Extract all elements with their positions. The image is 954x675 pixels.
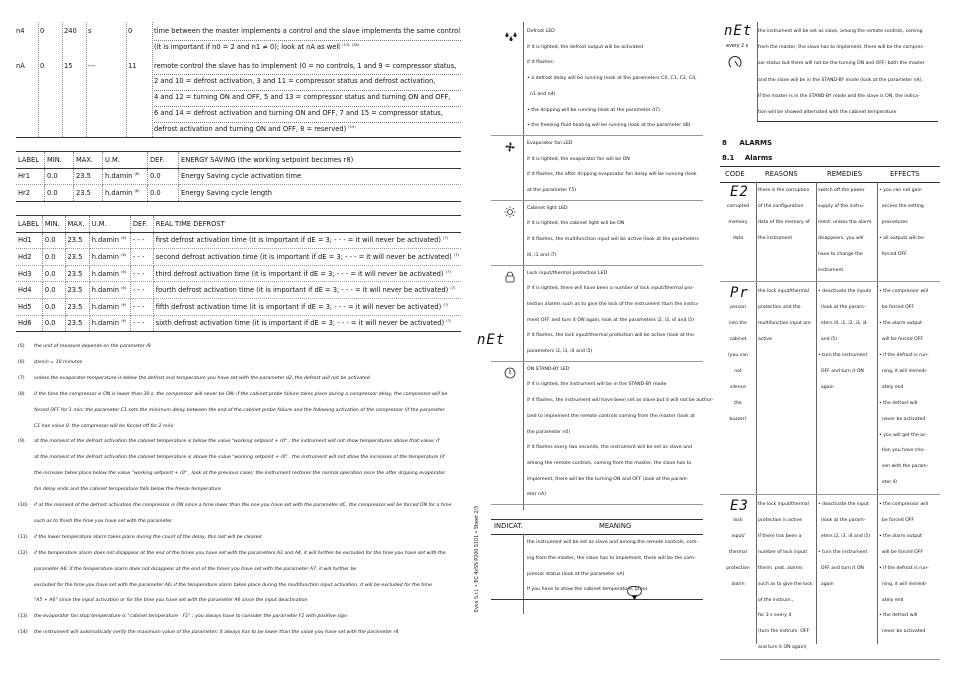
table-cell: 0.0 bbox=[42, 315, 65, 332]
light-bulb-icon bbox=[504, 203, 516, 222]
led-description-line: if it flashes, the after dripping evaporator fan delay will be running (look bbox=[527, 172, 697, 178]
remedies-header: REMEDIES bbox=[827, 170, 863, 178]
alarm-reasons-line: the lock input/thermal bbox=[758, 289, 810, 295]
alarm-remedies-line: have to change the bbox=[818, 251, 863, 257]
table-cell: 23.5 bbox=[65, 249, 89, 266]
table-cell: 0.0 bbox=[42, 232, 65, 249]
column-header: LABEL bbox=[16, 216, 42, 233]
indicat-header: INDICAT. bbox=[494, 522, 523, 530]
alarm-reasons-line: multifunction input are bbox=[758, 321, 811, 327]
footnote-text: such as to finish the time you have set with the parameter bbox=[34, 518, 173, 524]
column-header: REAL TIME DEFROST bbox=[153, 216, 461, 233]
alarm-effects-line: • if the defrost is run- bbox=[879, 353, 929, 358]
table-cell: - - - bbox=[130, 282, 153, 299]
column-header: MIN. bbox=[45, 152, 74, 169]
footnote-line bbox=[18, 519, 172, 524]
table-cell: - - - bbox=[130, 249, 153, 266]
footnote-number: (10) bbox=[18, 503, 28, 508]
table-cell: h.damin $^{(6)}$ bbox=[89, 249, 130, 266]
alarm-code-display: E3 bbox=[730, 498, 749, 515]
led-description-line: if it is lighted, the cabinet light will be ON bbox=[527, 221, 625, 227]
alarm-effects-line: ately end bbox=[879, 384, 904, 390]
table-cell: 0.0 bbox=[42, 265, 65, 282]
footnote-text: forced OFF for 1 min; the parameter C1 sets the minimum delay between the end of the cabinet probe failure and the following activation of the compressor (if the parameter bbox=[34, 407, 445, 413]
param-description-line: defrost activation and turning ON and OFF, 8 = reserved) $^{(19)}$ bbox=[154, 124, 356, 133]
column-header: LABEL bbox=[16, 152, 45, 169]
column-header: U.M. bbox=[103, 152, 148, 169]
alarm-remedies-line: again bbox=[818, 581, 834, 587]
led-description-line: Evaporator fan LED bbox=[527, 140, 573, 146]
footnote-text: if the time the compressor is ON is lower than 30 s, the compressor will never be ON; if the cabinet probe failure takes place during a compressor delay, the compressor will be bbox=[34, 391, 448, 397]
alarm-effects-line: ning, it will immedi- bbox=[879, 368, 928, 374]
led-description-line: if it is lighted, there will have been a number of lock input/thermal pro- bbox=[527, 286, 694, 292]
alarm-effects-line: will be forced OFF bbox=[879, 337, 924, 343]
table-cell: 23.5 bbox=[65, 315, 89, 332]
alarm-effects-line: never be activated bbox=[879, 629, 926, 635]
alarm-code-display: E2 bbox=[730, 184, 749, 200]
footnote-line bbox=[18, 392, 447, 397]
alarm-reasons-line: protection is active bbox=[758, 518, 803, 523]
param-max: 15 bbox=[64, 61, 73, 70]
alarm-code-caption: protection bbox=[726, 565, 750, 571]
footnote-text: fan delay ends and the cabinet temperature falls below the freeze temperature bbox=[34, 487, 221, 493]
table-cell: 0.0 bbox=[148, 185, 179, 202]
alarm-effects-line: • if the defrost is run- bbox=[879, 565, 929, 571]
footnote-line bbox=[18, 567, 356, 572]
alarm-code-caption: person bbox=[730, 305, 746, 311]
net-description-line: If the master is in the STAND-BY mode and the slave is ON, the indica- bbox=[758, 93, 920, 99]
footnote-text: the unit of measure depends on the parameter /8 bbox=[34, 344, 151, 349]
reasons-header: REASONS bbox=[765, 170, 798, 178]
table-cell: Hr1 bbox=[16, 168, 45, 185]
column-header: ENERGY SAVING (the working setpoint becomes r8) bbox=[179, 152, 462, 169]
alarm-remedies-line: and i5) bbox=[818, 337, 838, 343]
footnote-text: at the moment of the defrost activation the cabinet temperature is above the value "working setpoint + r0" , the instrument will not show the increases of the temperature (if bbox=[34, 455, 445, 461]
alarm-remedies-line: switch off the power bbox=[818, 188, 865, 193]
alarm-reasons-line: active bbox=[758, 337, 772, 343]
alarm-remedies-line: eters i2, i3, i4 and i5) bbox=[818, 533, 871, 539]
led-description-line: Cabinet light LED bbox=[527, 205, 568, 211]
alarm-effects-line: eter i0 bbox=[879, 480, 897, 486]
led-description-line: the parameter n0) bbox=[527, 429, 571, 435]
alarm-remedies-line: instrument bbox=[818, 267, 844, 273]
alarm-effects-line: tion you have cho- bbox=[879, 448, 925, 454]
param-description-line: time between the master implements a control and the slave implements the same control bbox=[154, 27, 461, 35]
alarm-code-caption: not bbox=[734, 369, 742, 374]
net-description-line: tion will be showed alternated with the cabinet temperature bbox=[758, 110, 897, 115]
net-description-line: the instrument will be set as slave, among the remote controls, coming bbox=[758, 29, 923, 34]
footnote-line bbox=[18, 424, 174, 429]
alarm-reasons-line: for 3 s every 4 bbox=[758, 613, 792, 619]
alarm-reasons-line: (turn the instrum. OFF bbox=[758, 629, 810, 635]
footnote-line bbox=[18, 535, 261, 540]
table-cell: sixth defrost activation time (it is important if dE = 3; - - - = it will never be activated) $^{(7)}$ bbox=[153, 315, 461, 332]
every-2s-label: every 2 s bbox=[726, 44, 749, 49]
param-def: 11 bbox=[128, 61, 137, 70]
alarms-section-number: 8 bbox=[722, 139, 727, 147]
footnote-line bbox=[18, 614, 347, 619]
alarms-subsection-title: Alarms bbox=[744, 154, 773, 162]
table-row bbox=[16, 315, 461, 332]
table-cell: 0.0 bbox=[42, 282, 65, 299]
table-cell: - - - bbox=[130, 298, 153, 315]
table-cell: fourth defrost activation time (it is important if dE = 3; - - - = it will never be activated) $^{(7)}$ bbox=[153, 282, 461, 299]
param-description-line: 4 and 12 = turning ON and OFF, 5 and 13 = compressor status and turning ON and OFF, bbox=[154, 93, 451, 102]
alarms-subsection-number: 8.1 bbox=[722, 154, 735, 162]
table-cell: 23.5 bbox=[65, 298, 89, 315]
footnote-number: (7) bbox=[18, 375, 25, 381]
alarm-code-caption: corrupted bbox=[726, 204, 750, 209]
alarm-effects-line: be forced OFF bbox=[879, 305, 914, 311]
footnote-line bbox=[18, 503, 452, 508]
table-cell: Hd5 bbox=[16, 298, 42, 315]
alarm-effects-line: • you can not gain bbox=[879, 188, 922, 193]
led-description-line: if it is lighted, the defrost output will be activated bbox=[527, 44, 644, 50]
indicat-meaning-line: ing from the master, the slave has to implement, there will be the com- bbox=[527, 555, 696, 561]
column-header: DEF. bbox=[130, 216, 153, 233]
standby-icon bbox=[504, 364, 516, 383]
table-cell: h.damin $^{(6)}$ bbox=[89, 315, 130, 332]
indicat-meaning-line: pressor status (look at the parameter nA) bbox=[527, 571, 625, 577]
table-cell: Hd1 bbox=[16, 232, 42, 249]
table-cell: - - - bbox=[130, 265, 153, 282]
table-cell: 0.0 bbox=[45, 185, 74, 202]
table-cell: 0.0 bbox=[45, 168, 74, 185]
alarm-remedies-line: (look at the param- bbox=[818, 518, 866, 523]
footnote-line bbox=[18, 455, 444, 460]
led-description-line: parameters i2, i3, i4 and i5) bbox=[527, 349, 593, 354]
footnote-number: (9) bbox=[18, 439, 25, 445]
real-time-defrost-table bbox=[16, 215, 461, 332]
footnote-line bbox=[18, 439, 439, 444]
alarm-remedies-line: OFF and turn it ON bbox=[818, 368, 864, 374]
table-cell: first defrost activation time (it is important if dE = 3; - - - = it will never be activated) $^{(7)}$ bbox=[153, 232, 461, 249]
alarm-effects-line: ately end bbox=[879, 597, 904, 603]
alarm-code-caption: (you can bbox=[728, 353, 748, 359]
table-row bbox=[16, 185, 461, 202]
table-cell: Energy Saving cycle length bbox=[179, 185, 462, 202]
column-header: DEF. bbox=[148, 152, 179, 169]
footnote-text: C1 has value 0, the compressor will be forced off for 2 min) bbox=[34, 423, 174, 429]
table-cell: 23.5 bbox=[65, 282, 89, 299]
footnote-number: (12) bbox=[18, 550, 28, 556]
led-description-line: at the parameter F5) bbox=[527, 188, 577, 193]
alarm-remedies-line: • deactivate the input bbox=[818, 502, 869, 508]
alarm-code-caption: the bbox=[734, 400, 742, 406]
table-cell: Hd3 bbox=[16, 265, 42, 282]
table-row bbox=[16, 282, 461, 299]
table-row bbox=[16, 232, 461, 249]
led-description-line: ment OFF and turn it ON again, look at the parameters i2, i3, i4 and i5) bbox=[527, 317, 695, 323]
led-description-line: if it flashes, the multifunction input will be active (look at the parameters bbox=[527, 237, 699, 243]
param-um: --- bbox=[88, 61, 96, 70]
footnote-number: (14) bbox=[18, 630, 28, 636]
table-cell: fifth defrost activation time (it is important if dE = 3; - - - = it will never be activated) $^{(7)}$ bbox=[153, 298, 461, 315]
alarm-code-caption: into the bbox=[729, 321, 747, 327]
alarm-effects-line: • the compressor will bbox=[879, 289, 929, 295]
footnote-line bbox=[18, 408, 445, 413]
alarm-remedies-line: ment: unless the alarm bbox=[818, 219, 872, 225]
alarm-remedies-line: again bbox=[818, 384, 834, 390]
net-description-line: and the slave will be in the STAND-BY mode (look at the parameter nA). bbox=[758, 77, 924, 83]
net-display-left: nEt bbox=[477, 332, 506, 348]
indicat-meaning-line: the instrument will be set as slave and among the remote controls, com- bbox=[527, 540, 699, 545]
led-description-line: • the dripping will be running (look at the parameter d7) bbox=[527, 107, 660, 113]
alarm-reasons-line: of the instrum., bbox=[758, 597, 794, 603]
led-description-line: if it flashes, the instrument will have been set as slave but it will not be author- bbox=[527, 398, 714, 404]
table-cell: Hd4 bbox=[16, 282, 42, 299]
footnote-line bbox=[18, 344, 151, 349]
alarm-code-display: Pr bbox=[730, 285, 749, 302]
led-description-line: implement, there will be the turning ON and OFF (look at the param- bbox=[527, 476, 689, 482]
param-label: nA bbox=[16, 61, 25, 70]
fan-icon bbox=[504, 138, 516, 157]
column-header: MAX. bbox=[74, 152, 103, 169]
alarm-remedies-line: OFF and turn it ON bbox=[818, 565, 864, 571]
table-header-row bbox=[16, 152, 461, 169]
table-cell: h.damin $^{(6)}$ bbox=[103, 168, 148, 185]
alarm-effects-line: will be forced OFF bbox=[879, 549, 924, 555]
alarm-effects-line: • the alarm output bbox=[879, 321, 922, 327]
footnote-line bbox=[18, 630, 398, 635]
alarm-remedies-line: (look at the param- bbox=[818, 305, 866, 311]
alarm-code-caption: data bbox=[732, 235, 744, 241]
alarm-effects-line: • the alarm output bbox=[879, 533, 922, 539]
led-description-line: • the freezing fluid heating will be running (look at the parameter d8) bbox=[527, 123, 691, 129]
down-arrow-button-icon[interactable] bbox=[627, 586, 642, 596]
alarm-code-caption: buzzer) bbox=[729, 416, 747, 422]
table-cell: Hd6 bbox=[16, 315, 42, 332]
column-header: U.M. bbox=[89, 216, 130, 233]
table-cell: third defrost activation time (it is important if dE = 3; - - - = it will never be activated) $^{(7)}$ bbox=[153, 265, 461, 282]
alarm-remedies-line: eters i0, i1, i2, i3, i4 bbox=[818, 321, 867, 327]
led-description-line: eter nA) bbox=[527, 492, 547, 498]
table-cell: Energy Saving cycle activation time bbox=[179, 168, 462, 185]
alarm-reasons-line: such as to give the lock bbox=[758, 581, 813, 587]
alarm-effects-line: forced OFF bbox=[879, 251, 907, 257]
table-cell: 0.0 bbox=[148, 168, 179, 185]
column-header: MIN. bbox=[42, 216, 65, 233]
footnote-line bbox=[18, 471, 445, 476]
energy-saving-table bbox=[16, 151, 461, 202]
table-cell: h.damin $^{(6)}$ bbox=[89, 265, 130, 282]
led-description-line: if it is lighted, the instrument will be in the STAND-BY mode bbox=[527, 382, 667, 388]
footnote-line bbox=[18, 376, 370, 381]
alarm-effects-line: • you will get the ac- bbox=[879, 432, 928, 438]
footnote-number: (11) bbox=[18, 534, 28, 540]
table-row bbox=[16, 168, 461, 185]
table-cell: 23.5 bbox=[65, 232, 89, 249]
param-label: n4 bbox=[16, 27, 25, 35]
table-cell: h.damin $^{(6)}$ bbox=[89, 298, 130, 315]
alarm-effects-line: • the defrost will bbox=[879, 613, 918, 619]
net-description-line: sor status but there will not be the turning ON and OFF; both the master bbox=[758, 61, 925, 67]
alarm-code-caption: input/ bbox=[731, 534, 745, 539]
footnote-text: the instrument will automatically verify the maximum value of the parameter; it always has to be lower than the value you have set with the parameter r4 bbox=[34, 630, 399, 636]
led-description-line: tection alarms such as to give the lock of the instrument (turn the instru- bbox=[527, 301, 699, 307]
footnote-text: the increase takes place below the value "working setpoint + r0" , look at the previous case); the instrument restores the normal operation once the after dripping evaporator bbox=[34, 471, 446, 477]
table-cell: h.damin $^{(6)}$ bbox=[89, 232, 130, 249]
led-description-line: ON STAND-BY LED bbox=[527, 366, 570, 372]
alarm-effects-line: ning, it will immedi- bbox=[879, 581, 928, 587]
table-cell: h.damin $^{(6)}$ bbox=[103, 185, 148, 202]
footnote-text: damin = 10 minutes bbox=[34, 359, 83, 365]
alarm-reasons-line: protection and the bbox=[758, 305, 801, 311]
footnote-line bbox=[18, 598, 307, 603]
alarm-remedies-line: • deactivate the inputs bbox=[818, 289, 872, 295]
effects-header: EFFECTS bbox=[890, 170, 920, 178]
footnote-text: unless the evaporator temperature is below the defrost end temperature you have set with the parameter d2, the defrost will not be activated bbox=[34, 375, 370, 381]
lock-icon bbox=[504, 268, 516, 287]
code-header: CODE bbox=[725, 170, 745, 178]
alarm-remedies-line: • turn the instrument bbox=[818, 549, 868, 555]
alarm-reasons-line: therm. prot. alarms bbox=[758, 565, 803, 571]
clock-icon bbox=[728, 54, 742, 74]
footnote-line bbox=[18, 583, 432, 588]
alarm-code-caption: thermal bbox=[729, 549, 747, 555]
table-cell: 0.0 bbox=[42, 298, 65, 315]
table-row bbox=[16, 265, 461, 282]
table-cell: h.damin $^{(6)}$ bbox=[89, 282, 130, 299]
param-max: 240 bbox=[64, 27, 77, 35]
table-cell: 23.5 bbox=[74, 185, 103, 202]
led-description-line: if it flashes: bbox=[527, 60, 555, 66]
footnote-text: if the lower temperature alarm takes place during the count of the delay, this last will be cleared bbox=[34, 534, 262, 540]
footnote-text: at the moment of the defrost activation the cabinet temperature is below the value "working setpoint + r0" , the instrument will not show temperatures above that value; if bbox=[34, 439, 440, 445]
alarm-effects-line: sen with the param- bbox=[879, 464, 929, 470]
led-description-line: ized to implement the remote controls coming from the master (look at bbox=[527, 413, 695, 419]
table-cell: second defrost activation time (it is important if dE = 3; - - - = it will never be activated) $^{(7)}$ bbox=[153, 249, 461, 266]
footnote-line bbox=[18, 487, 221, 492]
footnote-text: if the temperature alarm does not disappear at the end of the times you have set with the parameters A3 and A4, it will further be excluded for the time you have set with the bbox=[34, 550, 446, 556]
led-description-line: if it flashes every two seconds, the instrument will be set as slave and bbox=[527, 445, 693, 451]
alarm-code-caption: cabinet bbox=[729, 337, 747, 343]
net-description-line: from the master, the slave has to implement, there will be the compres- bbox=[758, 45, 925, 51]
alarm-reasons-line: the instrument bbox=[758, 235, 793, 241]
alarm-reasons-line: there is the corruption bbox=[758, 188, 810, 193]
alarm-reasons-line: data of the memory of bbox=[758, 219, 810, 225]
footnote-text: the evaporator fan stop temperature is "cabinet temperature - F1" ; you always have to consider the parameter F1 with positive sign bbox=[34, 614, 347, 620]
table-row bbox=[16, 298, 461, 315]
net-display-right: nEt bbox=[724, 23, 753, 39]
table-cell: 23.5 bbox=[74, 168, 103, 185]
led-description-line: Lock input/thermal protection LED bbox=[527, 270, 608, 276]
footnote-number: (8) bbox=[18, 391, 25, 397]
alarm-remedies-line: disappears, you will bbox=[818, 235, 864, 241]
table-cell: 23.5 bbox=[65, 265, 89, 282]
param-description-line: (it is important if n0 = 2 and n1 ≠ 0); look at nA as well $^{(13)}$ $^{(18)}$ bbox=[154, 42, 360, 51]
led-description-line: Defrost LED bbox=[527, 29, 555, 34]
param-description-line: 6 and 14 = defrost activation and turning ON and OFF, 7 and 15 = compressor status, bbox=[154, 108, 443, 117]
footnote-text: "A5 + A6" since the input activation or for the time you have set with the parameter A6 since the input deactivation bbox=[34, 598, 308, 604]
table-header-row bbox=[16, 216, 461, 233]
table-cell: Hr2 bbox=[16, 185, 45, 202]
param-description-line: 2 and 10 = defrost activation, 3 and 11 = compressor status and defrost activation, bbox=[154, 77, 436, 86]
column-header: MAX. bbox=[65, 216, 89, 233]
footnote-number: (5) bbox=[18, 344, 25, 349]
led-description-line: if it flashes, the lock input/thermal protection will be active (look at the bbox=[527, 333, 694, 339]
alarm-reasons-line: the lock input/thermal bbox=[758, 502, 810, 508]
alarm-effects-line: access the setting bbox=[879, 203, 924, 209]
alarm-code-caption: silence bbox=[729, 384, 747, 390]
param-def: 0 bbox=[128, 27, 133, 35]
alarm-effects-line: procedures bbox=[879, 219, 908, 225]
table-cell: - - - bbox=[130, 232, 153, 249]
alarm-code-caption: lock bbox=[733, 518, 743, 524]
alarm-effects-line: be forced OFF bbox=[879, 518, 914, 523]
table-cell: Hd2 bbox=[16, 249, 42, 266]
param-um: s bbox=[88, 27, 92, 35]
alarms-table bbox=[720, 166, 940, 651]
alarm-code-caption: memory bbox=[728, 219, 748, 225]
led-description-line: if it is lighted, the evaporator fan will be ON bbox=[527, 156, 630, 162]
alarm-reasons-line: number of lock input/ bbox=[758, 549, 808, 555]
alarm-effects-line: • the compressor will bbox=[879, 502, 929, 508]
param-description-line: remote control the slave has to implement (0 = no controls, 1 and 9 = compressor status, bbox=[154, 61, 457, 70]
table-cell: 0.0 bbox=[42, 249, 65, 266]
footnote-number: (13) bbox=[18, 614, 28, 620]
led-description-line: i0, i1 and i7) bbox=[527, 252, 557, 258]
indicat-meaning-line: If you have to show the cabinet temperature, press bbox=[527, 587, 648, 593]
led-description-line: among the remote controls, coming from the master, the slave has to bbox=[527, 460, 692, 466]
alarm-remedies-line: • turn the instrument bbox=[818, 353, 868, 358]
alarm-remedies-line: supply of the instru- bbox=[818, 203, 865, 209]
alarm-code-caption: alarm bbox=[731, 581, 745, 587]
side-footer-text: Evco S.r.l. • EC 4x5N P200 S101 • Sheet 2/3 bbox=[475, 505, 480, 612]
alarm-reasons-line: and turn it ON again) bbox=[758, 645, 807, 651]
param-min: 0 bbox=[40, 61, 45, 70]
alarm-reasons-line: of the configuration bbox=[758, 203, 804, 209]
footnote-text: if at the moment of the defrost activation the compressor is ON since a time lower than the one you have set with the parameter dC, the compressor will be forced ON for a time bbox=[34, 503, 452, 508]
footnote-line bbox=[18, 551, 446, 556]
alarm-effects-line: • all outputs will be bbox=[879, 235, 924, 241]
footnote-number: (6) bbox=[18, 359, 25, 365]
footnote-text: parameter A6; if the temperature alarm does not disappear at the end of the times you have set with the parameter A7, it will further be bbox=[34, 566, 357, 572]
alarm-effects-line: never be activated bbox=[879, 416, 926, 422]
alarm-effects-line: • the defrost will bbox=[879, 400, 918, 406]
meaning-header: MEANING bbox=[599, 522, 632, 530]
alarm-reasons-line: If there has been a bbox=[758, 533, 802, 539]
table-row bbox=[16, 249, 461, 266]
alarms-section-title: ALARMS bbox=[739, 139, 773, 147]
param-min: 0 bbox=[40, 27, 45, 35]
defrost-drops-icon bbox=[504, 26, 518, 45]
footnote-line bbox=[18, 360, 82, 365]
led-description-line: n1 and n4) bbox=[527, 91, 556, 97]
led-description-line: • a defrost delay will be running (look at the parameters C0, C1, C2, C4, bbox=[527, 76, 697, 82]
table-cell: - - - bbox=[130, 315, 153, 332]
footnote-text: excluded for the time you have set with the parameter A6; if the temperature alarm takes place during the multifunction input activation, it will be excluded for the time bbox=[34, 582, 432, 588]
